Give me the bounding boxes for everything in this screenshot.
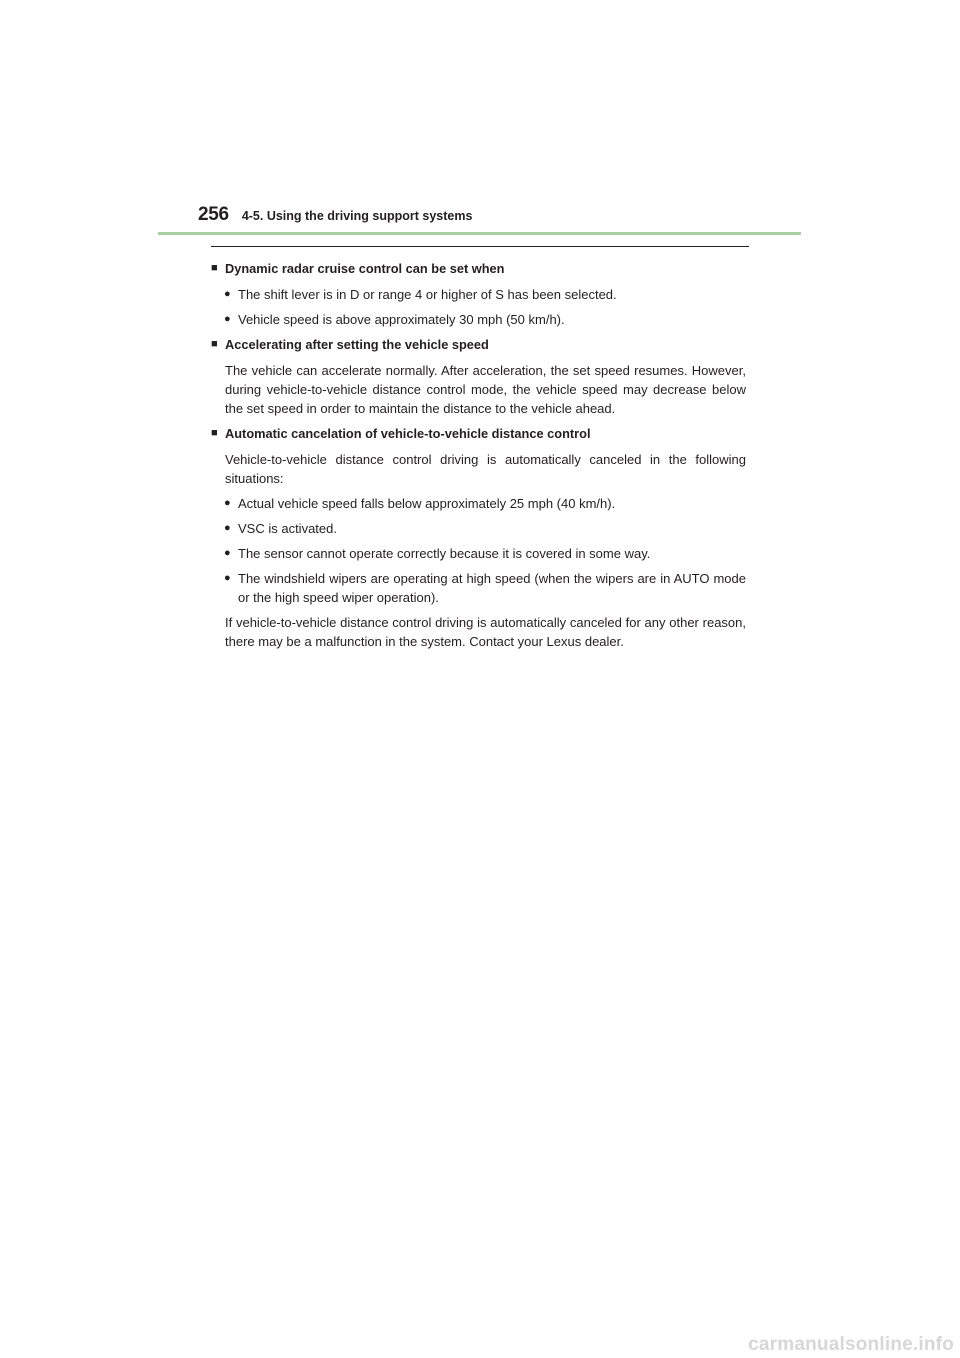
heading-text: Automatic cancelation of vehicle-to-vehicle distance control: [225, 426, 591, 441]
round-bullet-icon: ●: [224, 313, 231, 325]
round-bullet-icon: ●: [224, 572, 231, 584]
list-item: [211, 285, 746, 304]
round-bullet-icon: ●: [224, 547, 231, 559]
header-divider: [158, 232, 801, 235]
page-content: [211, 259, 746, 657]
list-item: [211, 310, 746, 329]
round-bullet-icon: ●: [224, 522, 231, 534]
section-heading: [211, 259, 746, 278]
square-bullet-icon: ■: [211, 338, 218, 350]
body-paragraph: Vehicle-to-vehicle distance control driving is automatically canceled in the following situations:: [225, 452, 746, 486]
page-number: 256: [198, 204, 229, 225]
list-item-text: Actual vehicle speed falls below approximately 25 mph (40 km/h).: [238, 496, 616, 511]
square-bullet-icon: ■: [211, 427, 218, 439]
heading-text: Dynamic radar cruise control can be set when: [225, 261, 505, 276]
list-item: [211, 519, 746, 538]
round-bullet-icon: ●: [224, 288, 231, 300]
round-bullet-icon: ●: [224, 497, 231, 509]
content-divider: [211, 246, 749, 247]
list-item: [211, 569, 746, 607]
body-paragraph: The vehicle can accelerate normally. After acceleration, the set speed resumes. However, during vehicle-to-vehicle distance control mode, the vehicle speed may decrease below the set speed in order to maintain the distance to the vehicle ahead.: [225, 363, 746, 416]
list-item-text: Vehicle speed is above approximately 30 mph (50 km/h).: [238, 312, 565, 327]
list-item: [211, 494, 746, 513]
list-item-text: VSC is activated.: [238, 521, 337, 536]
page-header: [198, 204, 472, 226]
body-paragraph: If vehicle-to-vehicle distance control driving is automatically canceled for any other reason, there may be a malfunction in the system. Contact your Lexus dealer.: [225, 615, 746, 649]
section-heading: [211, 335, 746, 354]
list-item-text: The sensor cannot operate correctly because it is covered in some way.: [238, 546, 651, 561]
heading-text: Accelerating after setting the vehicle speed: [225, 337, 489, 352]
square-bullet-icon: ■: [211, 262, 218, 274]
list-item-text: The windshield wipers are operating at high speed (when the wipers are in AUTO mode or the high speed wiper operation).: [238, 571, 746, 605]
section-title: 4-5. Using the driving support systems: [241, 209, 473, 223]
section-heading: [211, 424, 746, 443]
list-item: [211, 544, 746, 563]
watermark: carmanualsonline.info: [748, 1334, 954, 1355]
list-item-text: The shift lever is in D or range 4 or higher of S has been selected.: [238, 287, 617, 302]
